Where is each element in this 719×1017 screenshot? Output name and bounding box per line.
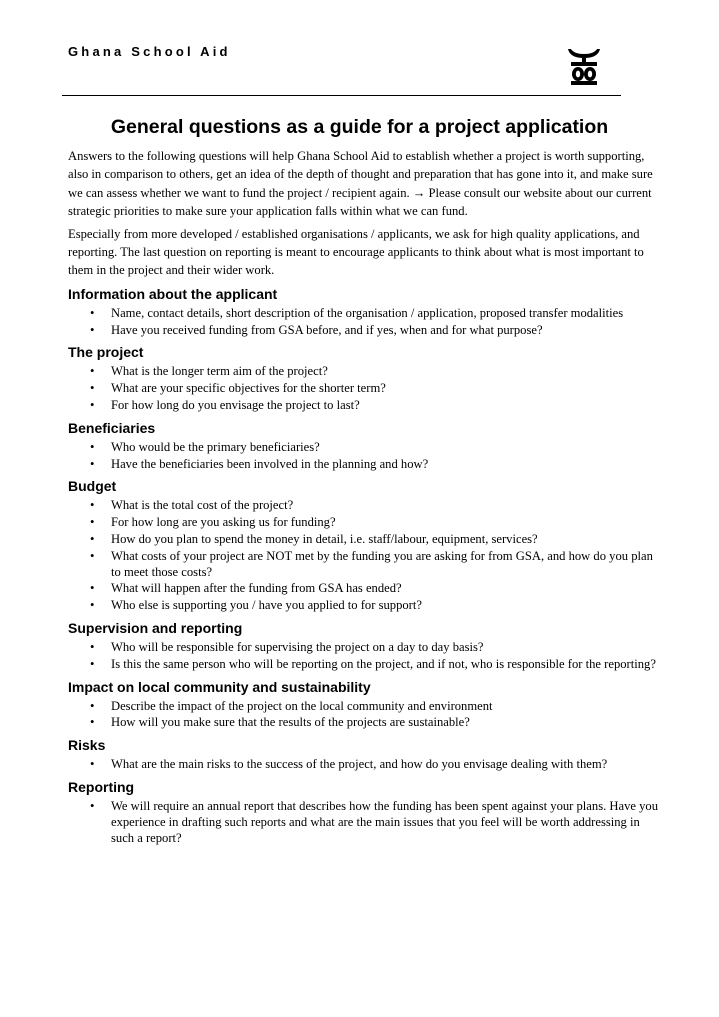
section-heading: Impact on local community and sustainability <box>68 678 371 695</box>
org-name: Ghana School Aid <box>68 44 231 59</box>
question-item <box>68 440 658 456</box>
intro-paragraph: Especially from more developed / established organisations / applicants, we ask for high quality applications, and reporting. The last question on reporting is meant to encourage applicants to think about what is most important to them in the project and their wider work. <box>68 226 644 278</box>
question-item <box>68 799 658 846</box>
question-item <box>68 657 658 673</box>
question-text: What is the total cost of the project? <box>111 498 294 513</box>
question-text: Who would be the primary beneficiaries? <box>111 439 320 454</box>
bullet-icon: • <box>90 581 95 596</box>
section-heading: Supervision and reporting <box>68 620 243 636</box>
question-item <box>68 699 658 715</box>
question-text: What is the longer term aim of the project? <box>111 364 328 379</box>
bullet-icon: • <box>90 498 95 513</box>
question-item <box>68 549 658 581</box>
question-list <box>68 640 658 673</box>
header-divider <box>62 95 621 96</box>
question-text: Have you received funding from GSA before, and if yes, when and for what purpose? <box>111 322 543 337</box>
question-item <box>68 323 658 339</box>
bullet-icon: • <box>90 757 95 772</box>
question-text: What costs of your project are NOT met by the funding you are asking for from GSA, and how do you plan to meet those costs? <box>111 548 653 579</box>
question-item <box>68 398 658 414</box>
question-item <box>68 598 658 614</box>
question-item <box>68 381 658 397</box>
bullet-icon: • <box>90 656 95 671</box>
question-text: How will you make sure that the results of the projects are sustainable? <box>111 715 470 730</box>
question-list <box>68 498 658 614</box>
question-item <box>68 515 658 531</box>
question-item <box>68 532 658 548</box>
bullet-icon: • <box>90 439 95 454</box>
question-text: How do you plan to spend the money in detail, i.e. staff/labour, equipment, services? <box>111 532 538 547</box>
question-text: Who else is supporting you / have you applied to for support? <box>111 598 422 613</box>
bullet-icon: • <box>90 456 95 471</box>
question-list <box>68 306 658 339</box>
adinkra-symbol-icon <box>566 47 602 87</box>
bullet-icon: • <box>90 515 95 530</box>
intro-paragraph: Answers to the following questions will help Ghana School Aid to establish whether a project is worth supporting, also in comparison to others, get an idea of the depth of thought and preparation that has gone into it, and make sure we can assess whether we want to fund the project / recipient again. → Please consult our website about our current strategic priorities to make sure your application falls within what we can fund. <box>68 149 653 219</box>
page-title: General questions as a guide for a project application <box>110 116 609 138</box>
question-item <box>68 364 658 380</box>
question-item <box>68 581 658 597</box>
bullet-icon: • <box>90 640 95 654</box>
question-text: What will happen after the funding from GSA has ended? <box>111 581 402 596</box>
bullet-icon: • <box>90 715 95 730</box>
question-text: We will require an annual report that describes how the funding has been spent against your plans. Have you experience in drafting such reports and what are the main issues that you feel will be worth addressing in such a report? <box>111 798 659 845</box>
bullet-icon: • <box>90 548 95 563</box>
question-item <box>68 457 658 473</box>
bullet-icon: • <box>90 322 95 337</box>
question-text: Is this the same person who will be reporting on the project, and if not, who is responsible for the reporting? <box>111 656 656 671</box>
question-item <box>68 715 658 731</box>
bullet-icon: • <box>90 398 95 413</box>
question-list <box>68 364 658 413</box>
section-heading: Beneficiaries <box>68 419 156 436</box>
question-item <box>68 498 658 514</box>
question-item <box>68 306 658 322</box>
question-text: For how long do you envisage the project to last? <box>111 398 360 413</box>
bullet-icon: • <box>90 364 95 379</box>
question-text: Name, contact details, short description of the organisation / application, proposed transfer modalities <box>111 305 624 320</box>
section-heading: The project <box>68 344 144 361</box>
question-list <box>68 799 658 846</box>
section-heading: Budget <box>68 478 117 495</box>
question-text: Describe the impact of the project on the local community and environment <box>111 698 493 713</box>
question-sections <box>68 285 658 847</box>
section-heading: Risks <box>68 737 106 754</box>
bullet-icon: • <box>90 532 95 547</box>
question-list <box>68 757 658 773</box>
bullet-icon: • <box>90 698 95 713</box>
question-text: What are your specific objectives for the shorter term? <box>111 381 386 396</box>
question-list <box>68 699 658 732</box>
bullet-icon: • <box>90 598 95 613</box>
bullet-icon: • <box>90 381 95 396</box>
bullet-icon: • <box>90 798 95 813</box>
question-item <box>68 640 658 656</box>
bullet-icon: • <box>90 305 95 320</box>
question-item <box>68 757 658 773</box>
question-text: Who will be responsible for supervising the project on a day to day basis? <box>111 640 484 654</box>
question-text: For how long are you asking us for funding? <box>111 515 336 530</box>
section-heading: Information about the applicant <box>68 285 278 302</box>
question-text: What are the main risks to the success of the project, and how do you envisage dealing with them? <box>111 757 608 772</box>
question-list <box>68 440 658 473</box>
document-body <box>68 147 658 847</box>
question-text: Have the beneficiaries been involved in the planning and how? <box>111 456 429 471</box>
section-heading: Reporting <box>68 778 135 795</box>
